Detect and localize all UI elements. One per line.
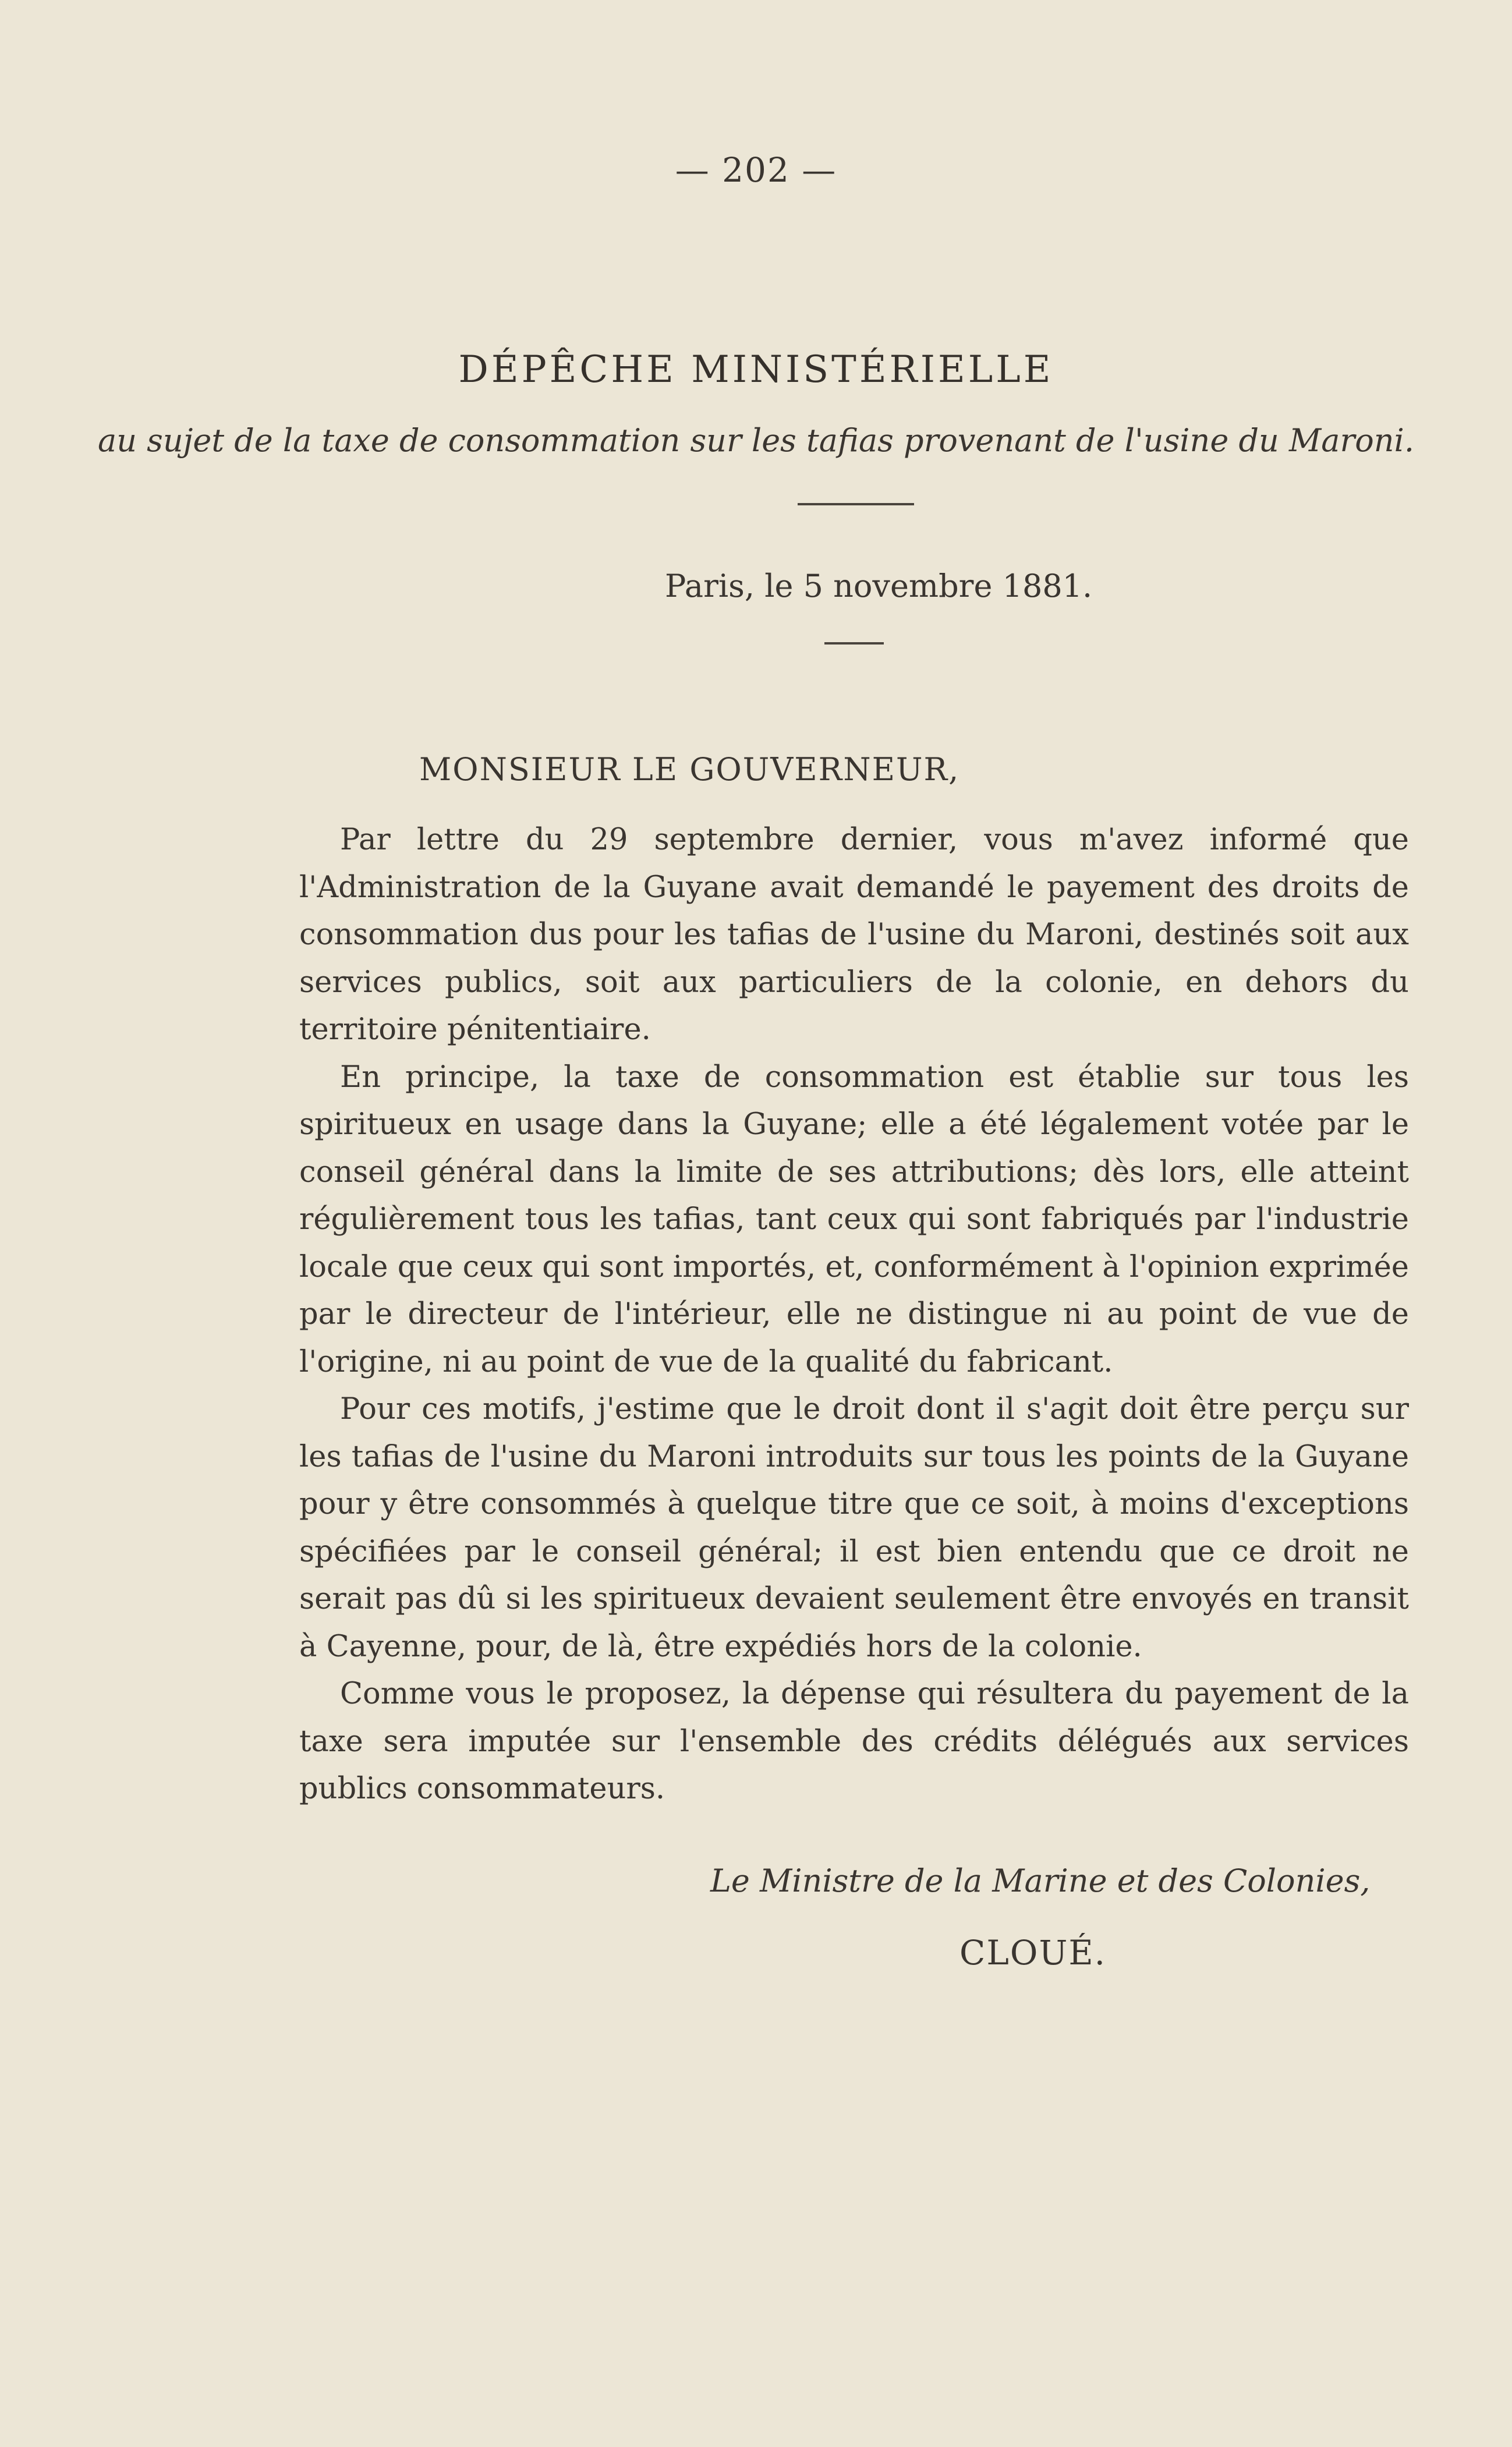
salutation: MONSIEUR LE GOUVERNEUR, (419, 751, 960, 788)
separator-rule (798, 503, 914, 505)
paragraph: Par lettre du 29 septembre dernier, vous m'avez informé que l'Administration de la Guyane avait demandé le payement des droits de consommation dus pour les tafias de l'usine du Maroni, destinés soit aux services publics, soit aux particuliers de la colonie, en dehors du territoire pénitentiaire. (299, 823, 1409, 1047)
separator-rule (824, 642, 884, 644)
paragraph: Comme vous le proposez, la dépense qui résultera du payement de la taxe sera imputée sur l'ensemble des crédits délégués aux services publics consommateurs. (299, 1677, 1409, 1806)
page-number: — 202 — (675, 150, 837, 190)
dateline: Paris, le 5 novembre 1881. (665, 568, 1093, 604)
signatory-title: Le Ministre de la Marine et des Colonies, (710, 1862, 1371, 1899)
document-subtitle: au sujet de la taxe de consommation sur les tafias provenant de l'usine du Maroni. (98, 422, 1414, 459)
paragraph: En principe, la taxe de consommation est établie sur tous les spiritueux en usage dans la Guyane; elle a été légalement votée par le conseil général dans la limite de ses attributions; dès lors, elle atteint régulièrement tous les tafias, tant ceux qui sont fabriqués par l'industrie locale que ceux qui sont importés, et, conformément à l'opinion exprimée par le directeur de l'intérieur, elle ne distingue ni au point de vue de l'origine, ni au point de vue de la qualité du fabricant. (299, 1060, 1409, 1379)
document-title: DÉPÊCHE MINISTÉRIELLE (458, 348, 1054, 391)
signatory-name: CLOUÉ. (959, 1933, 1107, 1973)
paragraph: Pour ces motifs, j'estime que le droit dont il s'agit doit être perçu sur les tafias de l'usine du Maroni introduits sur tous les points de la Guyane pour y être consommés à quelque titre que ce soit, à moins d'exceptions spécifiées par le conseil général; il est bien entendu que ce droit ne serait pas dû si les spiritueux devaient seulement être envoyés en transit à Cayenne, pour, de là, être expédiés hors de la colonie. (299, 1392, 1409, 1664)
letter-body (299, 816, 1409, 1813)
